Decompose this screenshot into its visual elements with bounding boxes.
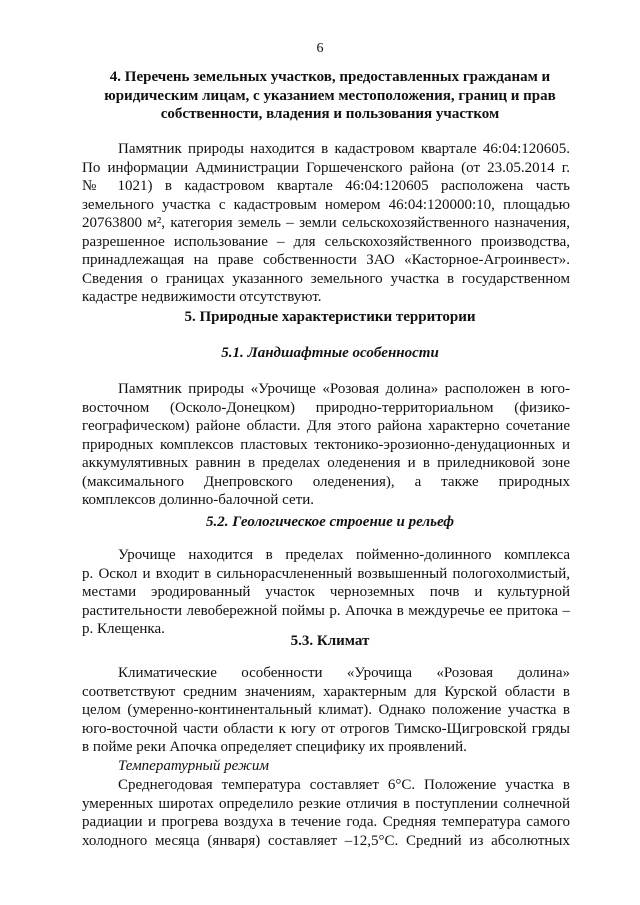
page-number: 6 — [316, 41, 324, 56]
text-line: земельного участка с кадастровым номером 46:04:120000:10, площадью — [82, 196, 570, 213]
text-line: растительности левобережной поймы р. Апочка в междуречье ее притока – — [82, 602, 570, 619]
text-line: № 1021) в кадастровом квартале 46:04:120605 расположена часть — [82, 178, 570, 194]
text-line: природных комплексов пластовых тектонико-эрозионно-денудационных и — [82, 436, 570, 453]
text-line: кадастре недвижимости отсутствуют. — [82, 289, 322, 305]
section-5-1-heading: 5.1. Ландшафтные особенности — [221, 345, 439, 361]
text-line: Сведения о границах указанного земельного участка в государственном — [82, 270, 570, 287]
text-line: юго-восточной части области к югу от отрогов Тимско-Щигровской гряды — [82, 720, 570, 737]
text-line: местами эродированный участок черноземных почв и культурной — [82, 584, 570, 600]
text-line: Урочище находится в пределах пойменно-долинного комплекса — [118, 547, 570, 563]
text-line: в пойме реки Апочка определяет специфику их проявлений. — [82, 739, 467, 755]
heading-line: собственности, владения и пользования участком — [160, 106, 500, 122]
text-line: Памятник природы находится в кадастровом квартале 46:04:120605. — [118, 141, 570, 157]
text-line: соответствуют средним значениям, характерным для Курской области в — [82, 683, 570, 700]
text-line: По информации Администрации Горшеченского района (от 23.05.2014 г. — [82, 159, 570, 176]
text-line: 20763800 м², категория земель – земли сельскохозяйственного назначения, — [82, 215, 570, 231]
text-line: комплексов долинно-балочной сети. — [82, 492, 315, 508]
text-line: принадлежащая на праве собственности ЗАО «Касторное-Агроинвест». — [82, 252, 570, 268]
text-line: восточном (Осколо-Донецком) природно-территориальном (физико- — [82, 399, 570, 416]
text-line: умеренных широтах определило резкие отличия в поступлении солнечной — [82, 795, 570, 812]
text-line: радиации и прогрева воздуха в течение года. Средняя температура самого — [82, 814, 570, 830]
section-5-3-paragraph — [82, 664, 570, 757]
section-5-3-heading: 5.3. Климат — [290, 633, 370, 649]
heading-line: юридическим лицам, с указанием местоположения, границ и прав — [104, 87, 556, 104]
text-line: (максимального Днепровского оледенения), а также природных — [82, 473, 570, 490]
section-5-heading: 5. Природные характеристики территории — [184, 309, 476, 325]
section-5-2-heading: 5.2. Геологическое строение и рельеф — [206, 514, 454, 530]
section-4-paragraph — [82, 140, 570, 307]
section-4-heading — [80, 68, 580, 124]
text-line: аккумулятивных равнин в пределах оледенения и в приледниковой зоне — [82, 455, 570, 471]
text-line: Памятник природы «Урочище «Розовая долина» расположен в юго- — [118, 381, 570, 397]
text-line: Климатические особенности «Урочища «Розовая долина» — [118, 665, 570, 681]
temperature-regime-label: Температурный режим — [118, 758, 269, 774]
text-line: р. Оскол и входит в сильнорасчлененный возвышенный пологохолмистый, — [82, 565, 570, 582]
text-line: р. Клещенка. — [82, 621, 165, 637]
text-line: географическом) районе области. Для этого района характерно сочетание — [82, 418, 570, 434]
section-5-1-paragraph — [82, 380, 570, 510]
text-line: целом (умеренно-континентальный климат). Однако положение участка в — [82, 702, 570, 718]
heading-line: 4. Перечень земельных участков, предоставленных гражданам и — [109, 69, 551, 85]
text-line: разрешенное использование – для сельскохозяйственного производства, — [82, 233, 570, 250]
temperature-paragraph — [82, 776, 570, 850]
text-line: Среднегодовая температура составляет 6°C. Положение участка в — [118, 777, 570, 793]
section-5-2-paragraph — [82, 546, 570, 639]
text-line: холодного месяца (января) составляет –12,5°C. Средний из абсолютных — [82, 832, 570, 849]
